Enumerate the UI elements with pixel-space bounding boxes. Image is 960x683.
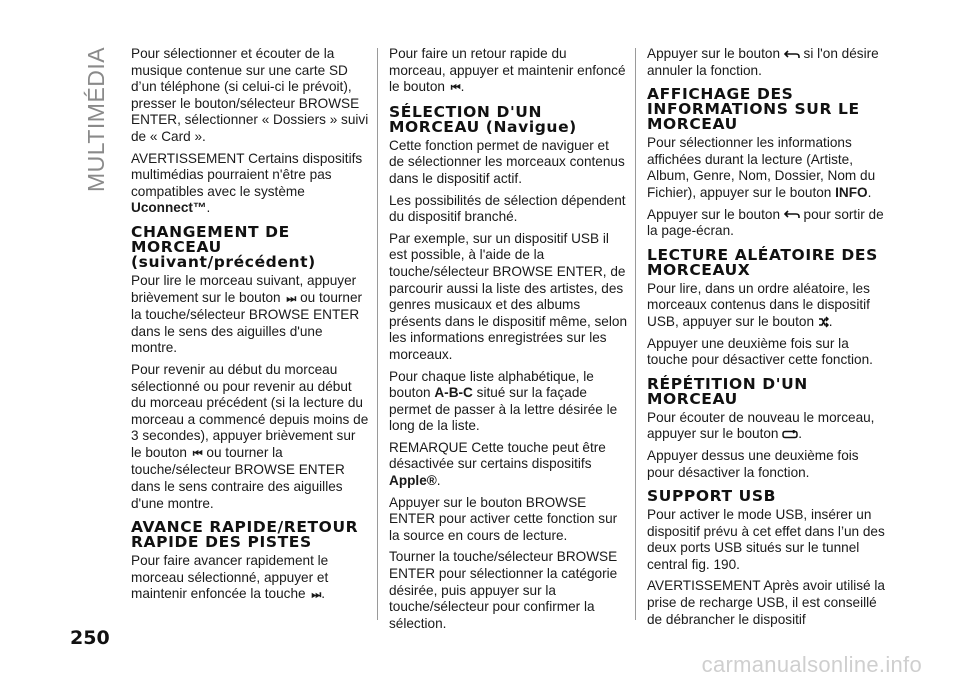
paragraph: Appuyer dessus une deuxième fois pour désactiver la fonction. <box>647 447 859 480</box>
paragraph: Par exemple, sur un dispositif USB il est possible, à l'aide de la touche/sélecteur BROWSE ENTER, de parcourir aussi la liste des artistes, des genres musicaux et des albums présents dans le dispositif même, selon les informations enregistrées sur les morceaux. <box>389 230 628 362</box>
previous-track-icon: ⏮ <box>450 82 459 95</box>
paragraph: Tourner la touche/sélecteur BROWSE ENTER pour sélectionner la catégorie désirée, puis appuyer sur la touche/sélecteur pour confirmer la sélection. <box>389 549 618 631</box>
watermark: carmanualsonline.info <box>701 652 922 677</box>
paragraph: REMARQUE Cette touche peut être désactivée sur certains dispositifs Apple®. <box>389 439 606 489</box>
section-heading: RÉPÉTITION D'UN MORCEAU <box>647 374 808 408</box>
section-heading: CHANGEMENT DE MORCEAU (suivant/précédent) <box>131 222 316 271</box>
column-divider <box>635 48 636 620</box>
paragraph: AVERTISSEMENT Certains dispositifs multimédias pourraient n'être pas compatibles avec le système Uconnect™. <box>131 150 363 216</box>
paragraph: Appuyer sur le bouton pour sortir de la page-écran. <box>647 206 884 239</box>
paragraph: Pour faire un retour rapide du morceau, appuyer et maintenir enfoncé le bouton ⏮ . <box>389 46 627 97</box>
text-column-3 <box>647 46 885 633</box>
back-arrow-icon <box>784 50 800 59</box>
shuffle-icon <box>818 316 829 328</box>
paragraph: Les possibilités de sélection dépendent du dispositif branché. <box>389 192 626 225</box>
text-column-1 <box>131 46 369 609</box>
section-heading: AVANCE RAPIDE/RETOUR RAPIDE DES PISTES <box>131 518 359 552</box>
paragraph: Pour faire avancer rapidement le morceau sélectionné, appuyer et maintenir enfoncée la touche ⏭ . <box>131 553 369 604</box>
repeat-icon <box>782 430 798 439</box>
paragraph: Pour activer le mode USB, insérer un dispositif prévu à cet effet dans l’un des deux ports USB situés sur le tunnel central fig. 190. <box>647 507 885 572</box>
paragraph: Pour lire le morceau suivant, appuyer brièvement sur le bouton ⏭ ou tourner la touche/sélecteur BROWSE ENTER dans le sens des aiguilles d'une montre. <box>131 272 363 356</box>
previous-track-icon: ⏮ <box>192 447 201 460</box>
paragraph: AVERTISSEMENT Après avoir utilisé la prise de recharge USB, il est conseillé de débrancher le dispositif <box>647 578 885 627</box>
next-track-icon: ⏭ <box>286 292 295 305</box>
section-heading: LECTURE ALÉATOIRE DES MORCEAUX <box>647 245 878 279</box>
section-heading: SUPPORT USB <box>647 487 777 506</box>
column-divider <box>377 48 378 620</box>
paragraph: Pour revenir au début du morceau sélectionné ou pour revenir au début du morceau précédent (si la lecture du morceau a commencé depuis moins de 3 secondes), appuyer brièvement sur le bouton ⏮ ou tourner la touche/sélecteur BROWSE ENTER dans le sens contraire des aiguilles d'une montre. <box>131 361 369 511</box>
paragraph: Appuyer une deuxième fois sur la touche pour désactiver cette fonction. <box>647 335 873 368</box>
back-arrow-icon <box>784 210 800 219</box>
paragraph: Pour lire, dans un ordre aléatoire, les morceaux contenus dans le dispositif USB, appuyer sur le bouton . <box>647 280 870 329</box>
paragraph: Appuyer sur le bouton BROWSE ENTER pour activer cette fonction sur la source en cours de lecture. <box>389 494 618 543</box>
next-track-icon: ⏭ <box>311 589 320 602</box>
section-title <box>83 42 112 192</box>
paragraph: Pour écouter de nouveau le morceau, appuyer sur le bouton . <box>647 409 875 442</box>
paragraph: Pour sélectionner les informations affichées durant la lecture (Artiste, Album, Genre, Nom, Dossier, Nom du Fichier), appuyer sur le bouton INFO. <box>647 135 876 200</box>
section-title-text: MULTIMÉDIA <box>83 46 109 192</box>
section-heading: SÉLECTION D'UN MORCEAU (Navigue) <box>389 102 577 136</box>
section-heading: AFFICHAGE DES INFORMATIONS SUR LE MORCEAU <box>647 85 860 134</box>
paragraph: Cette fonction permet de naviguer et de sélectionner les morceaux contenus dans le dispositif actif. <box>389 137 625 186</box>
page-number: 250 <box>70 627 110 649</box>
paragraph: Appuyer sur le bouton si l'on désire annuler la fonction. <box>647 46 879 78</box>
text-column-2 <box>389 46 627 637</box>
paragraph: Pour chaque liste alphabétique, le bouton A-B-C situé sur la façade permet de passer à la lettre désirée le long de la liste. <box>389 368 618 434</box>
paragraph: Pour sélectionner et écouter de la musique contenue sur une carte SD d’un téléphone (si celui-ci le prévoit), presser le bouton/sélecteur BROWSE ENTER, sélectionner « Dossiers » suivi de « Card ». <box>131 46 369 144</box>
